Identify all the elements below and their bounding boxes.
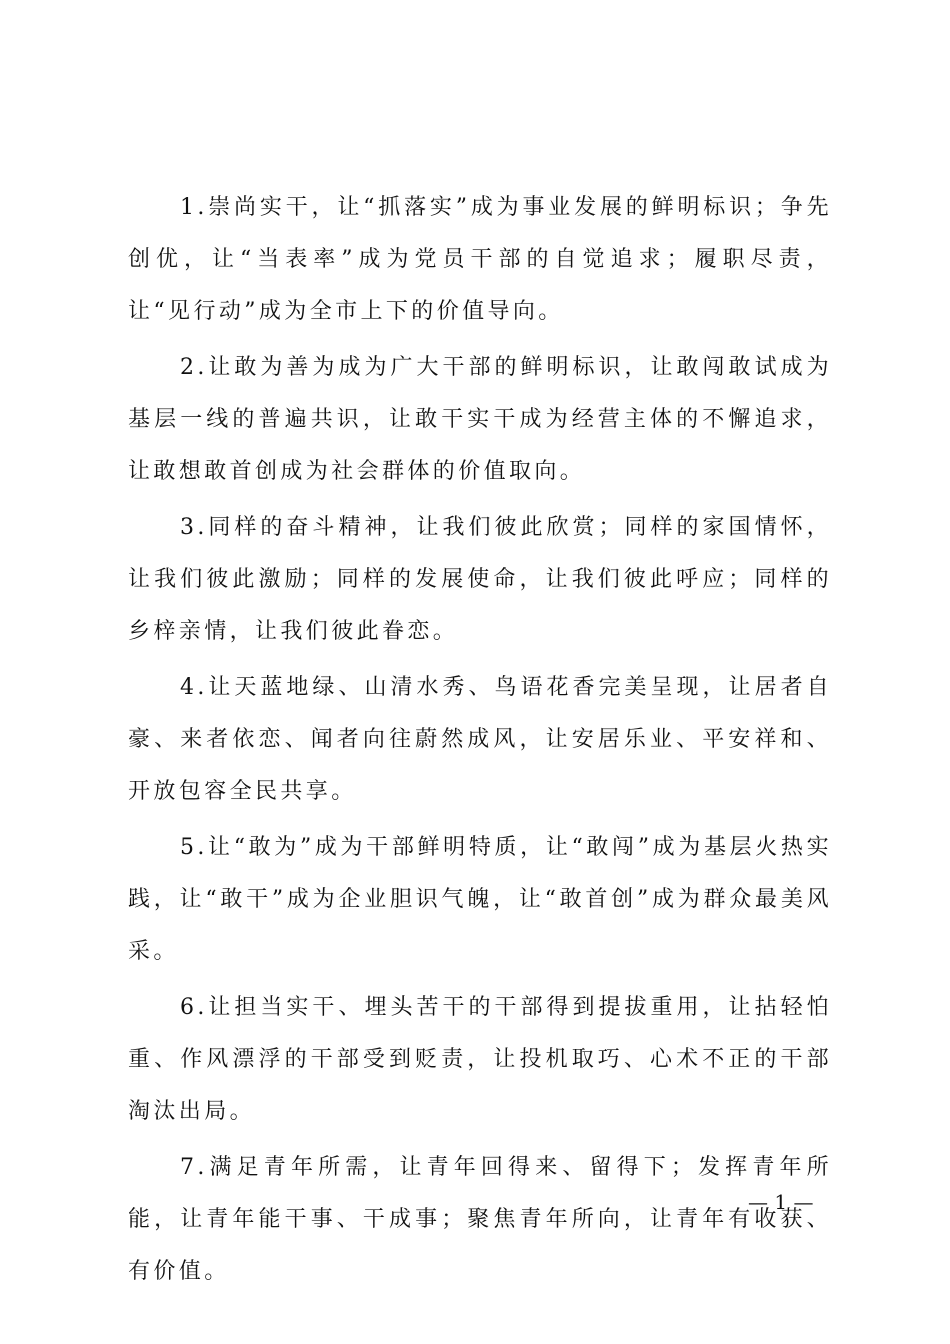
paragraph-2: 2.让敢为善为成为广大干部的鲜明标识，让敢闯敢试成为基层一线的普遍共识，让敢干实干成为经营主体的不懈追求，让敢想敢首创成为社会群体的价值取向。 xyxy=(128,355,832,484)
paragraph-5: 5.让“敢为”成为干部鲜明特质，让“敢闯”成为基层火热实践，让“敢干”成为企业胆识气魄，让“敢首创”成为群众最美风采。 xyxy=(128,835,832,964)
document-body xyxy=(128,182,832,1302)
page-number: — 1 — xyxy=(748,1190,814,1214)
paragraph-4: 4.让天蓝地绿、山清水秀、鸟语花香完美呈现，让居者自豪、来者依恋、闻者向往蔚然成风，让安居乐业、平安祥和、开放包容全民共享。 xyxy=(128,675,832,804)
paragraph-7: 7.满足青年所需，让青年回得来、留得下；发挥青年所能，让青年能干事、干成事；聚焦青年所向，让青年有收获、有价值。 xyxy=(128,1155,832,1284)
paragraph-3: 3.同样的奋斗精神，让我们彼此欣赏；同样的家国情怀，让我们彼此激励；同样的发展使命，让我们彼此呼应；同样的乡梓亲情，让我们彼此眷恋。 xyxy=(128,515,832,644)
paragraph-6: 6.让担当实干、埋头苦干的干部得到提拔重用，让拈轻怕重、作风漂浮的干部受到贬责，让投机取巧、心术不正的干部淘汰出局。 xyxy=(128,995,832,1124)
paragraph-1: 1.崇尚实干，让“抓落实”成为事业发展的鲜明标识；争先创优，让“当表率”成为党员干部的自觉追求；履职尽责，让“见行动”成为全市上下的价值导向。 xyxy=(128,195,832,324)
